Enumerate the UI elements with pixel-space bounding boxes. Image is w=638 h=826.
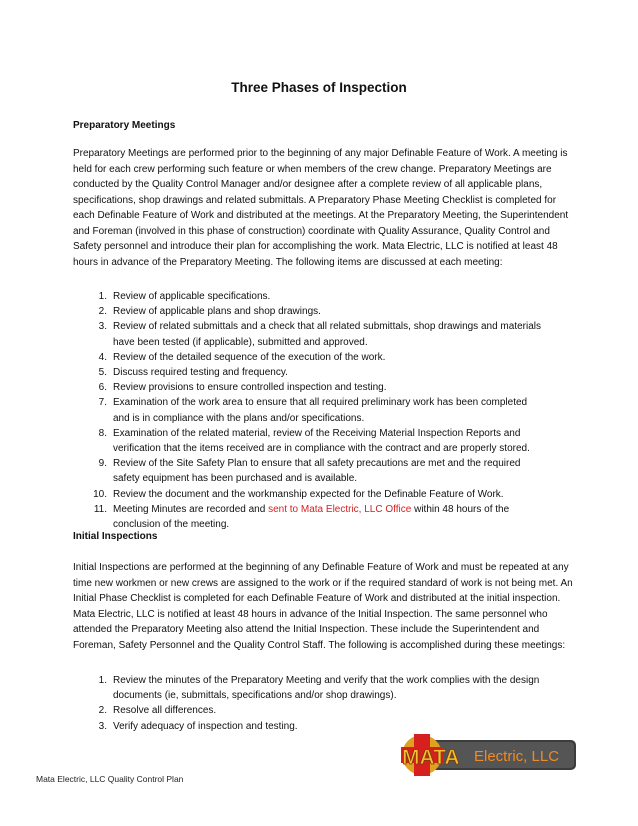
sent-to-office-highlight: sent to Mata Electric, LLC Office bbox=[268, 503, 412, 515]
page-title: Three Phases of Inspection bbox=[231, 80, 407, 95]
list-item-text: Review of the detailed sequence of the execution of the work. bbox=[113, 351, 386, 363]
list-item-text: Review of applicable specifications. bbox=[113, 291, 271, 302]
list-item-number: 9. bbox=[98, 458, 107, 470]
logo-electric-text: Electric, LLC bbox=[474, 748, 560, 765]
list-item-number: 4. bbox=[98, 351, 107, 363]
mata-electric-logo bbox=[400, 732, 580, 778]
list-item-text: Verify adequacy of inspection and testing. bbox=[113, 720, 298, 732]
list-item-text: Examination of the work area to ensure that all required preliminary work has been completed and is in compliance with the plans and/or specifications. bbox=[113, 397, 528, 424]
list-item-number: 11. bbox=[93, 503, 107, 515]
list-item bbox=[85, 502, 545, 532]
initial-paragraph: Initial Inspections are performed at the beginning of any Definable Feature of Work and must be repeated at any time new workmen or new crews are assigned to the work or if the required standard of work is not being met. An Initial Phase Checklist is completed for each Definable Feature of Work and distributed at the initial inspection. Mata Electric, LLC is notified at least 48 hours in advance of the Initial Inspection. The same personnel who attended the Preparatory Meeting also attend the Initial Inspection. These include the Superintendent and Foreman, Safety Personnel and the Quality Control Staff. The following is accomplished during these meetings: bbox=[73, 562, 573, 651]
list-item-number: 3. bbox=[98, 321, 107, 333]
list-item-number: 2. bbox=[98, 705, 107, 717]
preparatory-paragraph: Preparatory Meetings are performed prior to the beginning of any major Definable Feature of Work. A meeting is held for each crew performing such feature or when members of the crew change. Preparatory Meetings are conducted by the Quality Control Manager and/or designee after a complete review of all applicable plans, specifications, shop drawings and related submittals. A Preparatory Phase Meeting Checklist is completed for each Definable Feature of Work and distributed at the meetings. At the Preparatory Meeting, the Superintendent and Foreman (involved in this phase of construction) coordinate with Quality Assurance, Quality Control and Safety personnel and introduce their plan for accomplishing the work. Mata Electric, LLC is notified at least 48 hours in advance of the Preparatory Meeting. The following items are discussed at each meeting: bbox=[73, 148, 569, 268]
list-item-number: 1. bbox=[98, 291, 107, 302]
list-item bbox=[85, 380, 545, 395]
list-item-text: within 48 hours of the conclusion of the meeting. bbox=[113, 503, 510, 531]
list-item bbox=[85, 426, 545, 456]
list-item-text: Meeting Minutes are recorded and bbox=[113, 503, 269, 515]
list-item bbox=[85, 703, 545, 718]
list-item-text: Discuss required testing and frequency. bbox=[113, 367, 288, 379]
list-item bbox=[85, 487, 545, 502]
list-item-text: Review the minutes of the Preparatory Meeting and verify that the work complies with the design documents (ie, submittals, specifications and/or shop drawings). bbox=[113, 675, 540, 702]
logo-mata-text: MATA bbox=[402, 746, 460, 769]
list-item-number: 7. bbox=[98, 397, 107, 409]
section-heading-preparatory: Preparatory Meetings bbox=[73, 120, 176, 131]
list-item bbox=[85, 395, 545, 425]
footer-text: Mata Electric, LLC Quality Control Plan bbox=[36, 774, 184, 784]
list-item bbox=[85, 365, 545, 380]
list-item-text: Review provisions to ensure controlled inspection and testing. bbox=[113, 382, 387, 394]
list-item-text: Review the document and the workmanship expected for the Definable Feature of Work. bbox=[113, 488, 504, 500]
list-item-text: Review of the Site Safety Plan to ensure that all safety precautions are met and the required safety equipment has been purchased and is available. bbox=[113, 458, 521, 485]
list-item-number: 1. bbox=[98, 675, 107, 686]
list-item-text: Review of related submittals and a check that all related submittals, shop drawings and materials have been tested (if applicable), submitted and approved. bbox=[113, 321, 541, 348]
list-item-text: Review of applicable plans and shop drawings. bbox=[113, 306, 321, 318]
list-item bbox=[85, 289, 545, 304]
list-item-text: Resolve all differences. bbox=[113, 705, 217, 717]
list-item-number: 3. bbox=[98, 720, 107, 732]
section-heading-initial: Initial Inspections bbox=[73, 531, 158, 542]
list-item-text: Examination of the related material, review of the Receiving Material Inspection Reports and verification that the items received are in compliance with the contract and are properly stored. bbox=[113, 427, 530, 455]
list-item bbox=[85, 673, 545, 703]
list-item-number: 2. bbox=[98, 306, 107, 318]
list-item bbox=[85, 304, 545, 319]
list-item-number: 10. bbox=[93, 488, 107, 500]
list-item-number: 5. bbox=[98, 367, 107, 379]
initial-items-list bbox=[85, 673, 545, 734]
list-item-number: 8. bbox=[98, 427, 107, 439]
list-item bbox=[85, 319, 545, 349]
list-item bbox=[85, 456, 545, 486]
preparatory-items-list bbox=[85, 289, 545, 532]
list-item bbox=[85, 350, 545, 365]
list-item-number: 6. bbox=[98, 382, 107, 394]
